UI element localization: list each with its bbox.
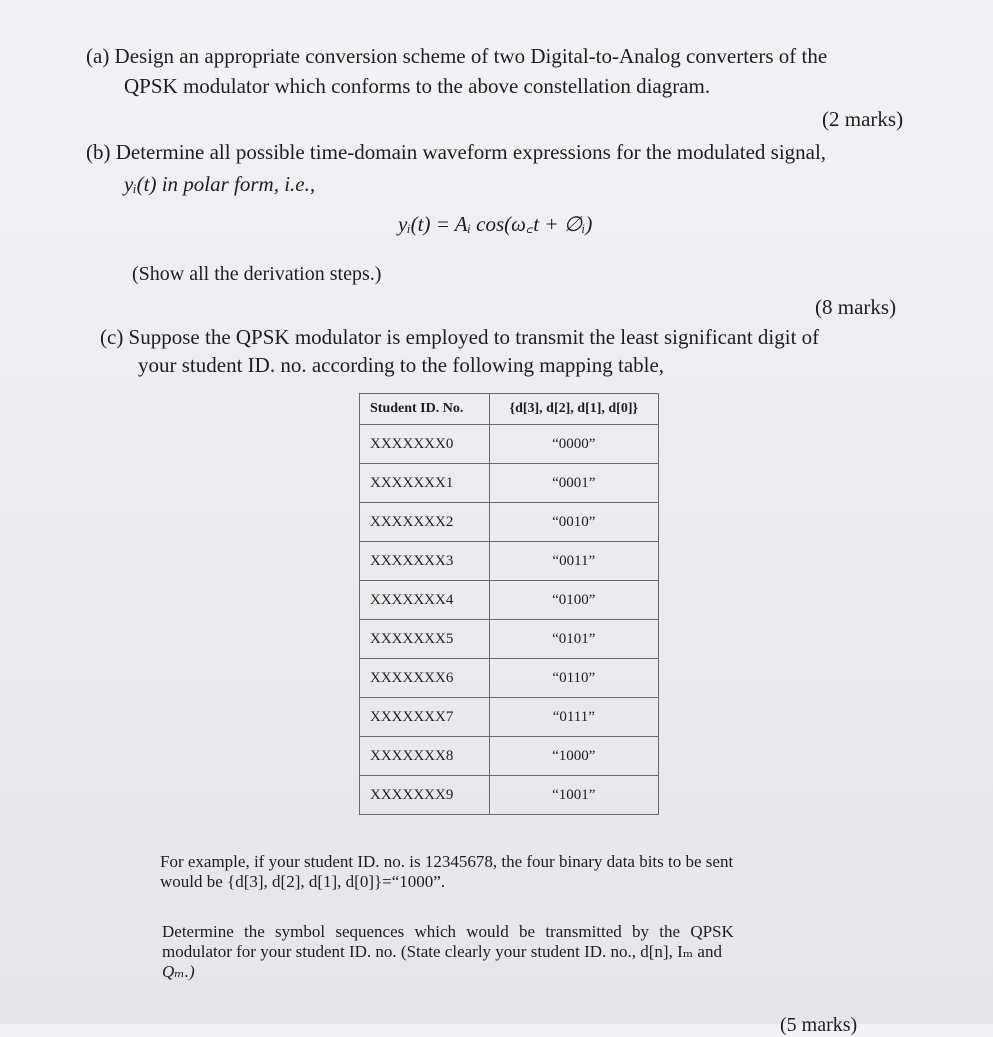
- id-cell: XXXXXXX1: [360, 464, 490, 503]
- bits-cell: “0011”: [489, 542, 658, 581]
- task-line2: modulator for your student ID. no. (State clearly your student ID. no., d[n], Iₘ and: [162, 942, 722, 961]
- part-a-line2: QPSK modulator which conforms to the above constellation diagram.: [124, 74, 711, 98]
- waveform-equation: yᵢ(t) = Aᵢ cos(ω꜀t + ∅ᵢ): [398, 212, 593, 236]
- task-line1: Determine the symbol sequences which would be transmitted by the QPSK: [162, 922, 734, 941]
- part-c-line1: (c) Suppose the QPSK modulator is employed to transmit the least significant digit of: [100, 325, 820, 349]
- example-line2: would be {d[3], d[2], d[1], d[0]}=“1000”.: [160, 872, 446, 891]
- id-cell: XXXXXXX7: [360, 698, 490, 737]
- id-cell: XXXXXXX3: [360, 542, 490, 581]
- bits-cell: “0111”: [489, 698, 658, 737]
- id-cell: XXXXXXX6: [360, 659, 490, 698]
- id-cell: XXXXXXX8: [360, 737, 490, 776]
- table-header-row: [360, 394, 659, 425]
- header-student-id: Student ID. No.: [360, 394, 490, 425]
- table-row: [360, 698, 659, 737]
- id-cell: XXXXXXX0: [360, 425, 490, 464]
- part-b-note: (Show all the derivation steps.): [132, 263, 382, 285]
- table-row: [360, 776, 659, 815]
- table-row: [360, 542, 659, 581]
- header-data-bits: {d[3], d[2], d[1], d[0]}: [489, 394, 658, 425]
- bits-cell: “0000”: [489, 425, 658, 464]
- bits-cell: “0110”: [489, 659, 658, 698]
- part-c-line2: your student ID. no. according to the following mapping table,: [138, 353, 665, 377]
- bits-cell: “1001”: [489, 776, 658, 815]
- table-row: [360, 737, 659, 776]
- part-a-line1: (a) Design an appropriate conversion scheme of two Digital-to-Analog converters of the: [86, 44, 828, 68]
- table-row: [360, 659, 659, 698]
- example-line1: For example, if your student ID. no. is 12345678, the four binary data bits to be sent: [160, 852, 734, 871]
- table-row: [360, 464, 659, 503]
- id-cell: XXXXXXX9: [360, 776, 490, 815]
- bits-cell: “0101”: [489, 620, 658, 659]
- mapping-table: [359, 393, 659, 815]
- id-cell: XXXXXXX2: [360, 503, 490, 542]
- task-line3: Qₘ.): [162, 962, 195, 981]
- table-row: [360, 503, 659, 542]
- bits-cell: “1000”: [489, 737, 658, 776]
- part-c-marks: (5 marks): [780, 1014, 858, 1036]
- bits-cell: “0100”: [489, 581, 658, 620]
- part-b-line2: yᵢ(t) in polar form, i.e.,: [124, 172, 316, 196]
- id-cell: XXXXXXX5: [360, 620, 490, 659]
- table-row: [360, 620, 659, 659]
- part-b-line1: (b) Determine all possible time-domain waveform expressions for the modulated signal,: [86, 140, 827, 164]
- bits-cell: “0010”: [489, 503, 658, 542]
- table-row: [360, 425, 659, 464]
- bits-cell: “0001”: [489, 464, 658, 503]
- id-cell: XXXXXXX4: [360, 581, 490, 620]
- part-b-marks: (8 marks): [815, 295, 897, 319]
- part-a-marks: (2 marks): [822, 107, 904, 131]
- table-row: [360, 581, 659, 620]
